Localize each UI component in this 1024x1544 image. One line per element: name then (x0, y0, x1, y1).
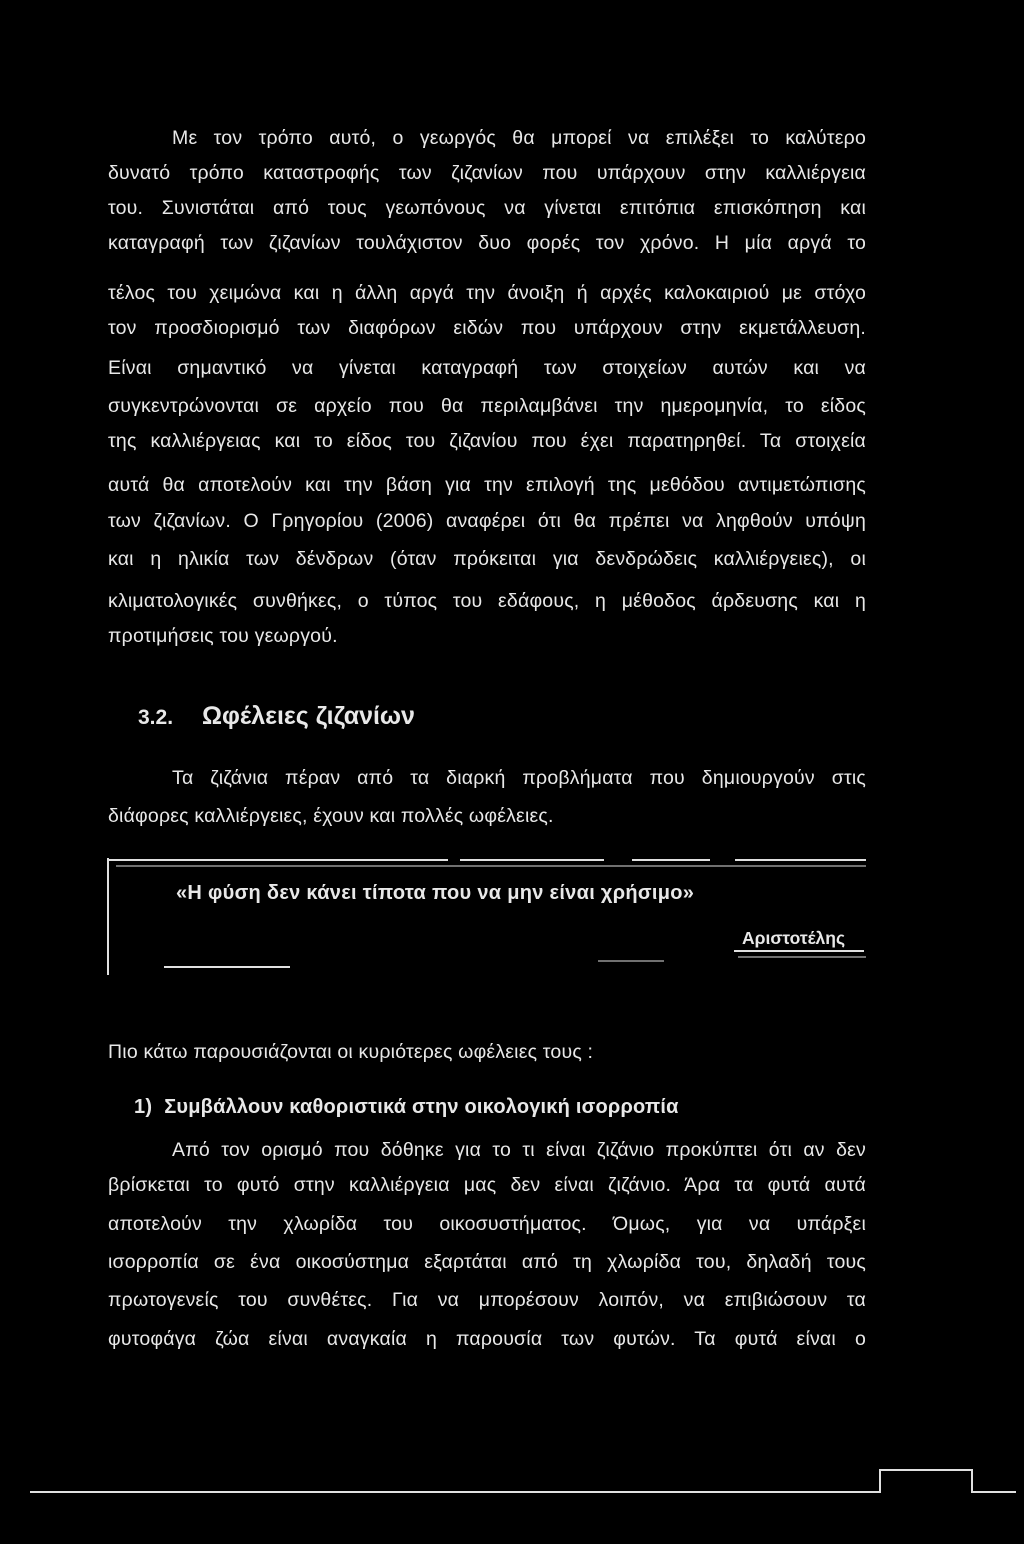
paragraph-line: Με τον τρόπο αυτό, ο γεωργός θα μπορεί να επιλέξει το καλύτερο (172, 127, 866, 149)
paragraph-line: καταγραφή των ζιζανίων τουλάχιστον δυο φορές τον χρόνο. Η μία αργά το (108, 232, 866, 254)
intro-line: διάφορες καλλιέργειες, έχουν και πολλές ωφέλειες. (108, 805, 554, 827)
paragraph-line: τον προσδιορισμό των διαφόρων ειδών που υπάρχουν στην εκμετάλλευση. (108, 317, 866, 339)
quote-text: «Η φύση δεν κάνει τίποτα που να μην είναι χρήσιμο» (176, 882, 695, 904)
paragraph-line: προτιμήσεις του γεωργού. (108, 625, 338, 647)
paragraph-line: τέλος του χειμώνα και η άλλη αργά την άνοιξη ή αρχές καλοκαιριού με στόχο (108, 282, 866, 304)
list-item-title (134, 1096, 679, 1119)
paragraph-line: συγκεντρώνονται σε αρχείο που θα περιλαμβάνει την ημερομηνία, το είδος (108, 395, 866, 417)
list-item-number: 1) (134, 1096, 153, 1118)
section-heading (138, 702, 415, 731)
quote-author: Αριστοτέλης (742, 928, 846, 948)
paragraph-line: Είναι σημαντικό να γίνεται καταγραφή των στοιχείων αυτών και να (108, 357, 866, 379)
paragraph-line: βρίσκεται το φυτό στην καλλιέργεια μας δεν είναι ζιζάνιο. Άρα τα φυτά αυτά (108, 1174, 866, 1196)
paragraph-line: φυτοφάγα ζώα είναι αναγκαία η παρουσία των φυτών. Τα φυτά είναι ο (108, 1328, 866, 1350)
paragraph-line: και η ηλικία των δένδρων (όταν πρόκειται για δενδρώδεις καλλιέργειες), οι (108, 548, 866, 570)
section-number: 3.2. (138, 706, 174, 729)
paragraph-line: πρωτογενείς του συνθέτες. Για να μπορέσουν λοιπόν, να επιβιώσουν τα (108, 1289, 866, 1311)
section-title: Ωφέλειες ζιζανίων (202, 702, 415, 730)
paragraph-line: δυνατό τρόπο καταστροφής των ζιζανίων που υπάρχουν στην καλλιέργεια (108, 162, 866, 184)
paragraph-line: Από τον ορισμό που δόθηκε για το τι είναι ζιζάνιο προκύπτει ότι αν δεν (172, 1139, 866, 1161)
intro-line: Τα ζιζάνια πέραν από τα διαρκή προβλήματα που δημιουργούν στις (172, 767, 866, 789)
paragraph-line: αυτά θα αποτελούν και την βάση για την επιλογή της μεθόδου αντιμετώπισης (108, 474, 866, 496)
paragraph-line: της καλλιέργειας και το είδος του ζιζανίου που έχει παρατηρηθεί. Τα στοιχεία (108, 430, 866, 452)
list-intro: Πιο κάτω παρουσιάζονται οι κυριότερες ωφέλειες τους : (108, 1041, 594, 1063)
paragraph-line: του. Συνιστάται από τους γεωπόνους να γίνεται επιτόπια επισκόπηση και (108, 197, 866, 219)
list-item-label: Συμβάλλουν καθοριστικά στην οικολογική ισορροπία (164, 1096, 679, 1118)
paragraph-line: κλιματολογικές συνθήκες, ο τύπος του εδάφους, η μέθοδος άρδευσης και η (108, 590, 866, 612)
paragraph-line: των ζιζανίων. Ο Γρηγορίου (2006) αναφέρει ότι θα πρέπει να ληφθούν υπόψη (108, 510, 866, 532)
paragraph-line: αποτελούν την χλωρίδα του οικοσυστήματος. Όμως, για να υπάρξει (108, 1213, 866, 1235)
paragraph-line: ισορροπία σε ένα οικοσύστημα εξαρτάται από τη χλωρίδα του, δηλαδή τους (108, 1251, 866, 1273)
